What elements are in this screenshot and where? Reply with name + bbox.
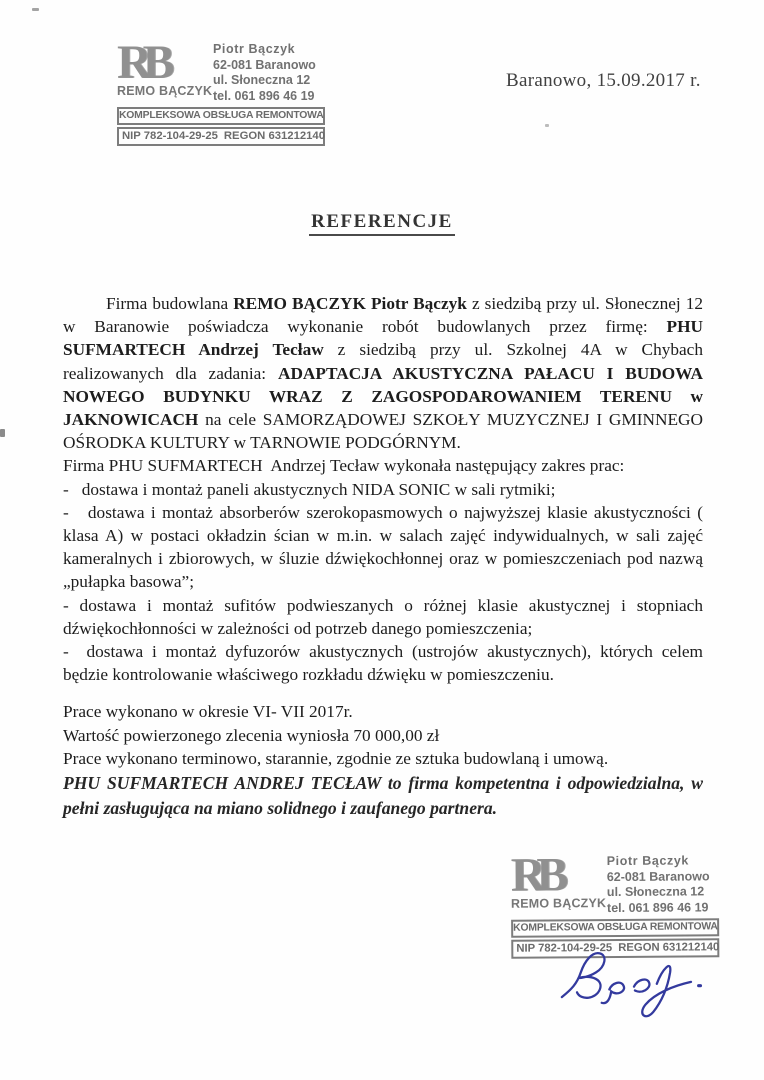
intro-paragraph	[63, 292, 703, 454]
scan-speck	[545, 124, 549, 127]
stamp-company-name: REMO BĄCZYK	[510, 896, 607, 911]
stamp-banner: KOMPLEKSOWA OBSŁUGA REMONTOWA	[117, 107, 325, 125]
signature	[548, 942, 720, 1018]
stamp-ids	[117, 127, 325, 146]
rb-logo-icon: RB	[510, 848, 560, 902]
emphasized-text: ADAPTACJA AKUSTYCZNA PAŁACU I BUDOWA NOWEGO BUDYNKU WRAZ Z ZAGOSPODAROWANIEM TERENU w JAKNOWICACH	[63, 363, 704, 430]
stamp-contact-block	[605, 852, 719, 916]
conclusion-paragraph: PHU SUFMARTECH ANDREJ TECŁAW to firma kompetentna i odpowiedzialna, w pełni zasługująca na miano solidnego i zaufanego partnera.	[63, 772, 703, 818]
emphasized-text: PHU SUFMARTECH Andrzej Tecław	[63, 317, 703, 360]
work-item: - dostawa i montaż sufitów podwieszanych o różnej klasie akustycznej i stopniach dźwiękochłonności w zależności od potrzeb danego pomieszczenia;	[63, 595, 703, 638]
work-items	[63, 478, 703, 687]
stamp-address-line: 62-081 Baranowo	[213, 57, 316, 72]
rb-logo-icon: RB	[117, 36, 166, 89]
body-text: na cele SAMORZĄDOWEJ SZKOŁY MUZYCZNEJ I GMINNEGO OŚRODKA KULTURY w TARNOWIE PODGÓRNYM.	[63, 410, 703, 453]
stamp-header	[510, 848, 719, 916]
stamp-address-line: tel. 061 896 46 19	[213, 88, 315, 103]
stamp-header	[117, 36, 325, 104]
stamp-address-lines	[607, 869, 719, 916]
facts-block	[63, 700, 703, 771]
date-line: Baranowo, 15.09.2017 r.	[506, 70, 701, 91]
stamp-banner: KOMPLEKSOWA OBSŁUGA REMONTOWA	[511, 918, 719, 937]
stamp-regon: REGON 631212140	[223, 130, 325, 142]
stamp-address-line: 62-081 Baranowo	[606, 868, 710, 884]
stamp-owner-name: Piotr Bączyk	[606, 853, 689, 869]
stamp-company-name: REMO BĄCZYK	[117, 84, 213, 98]
stamp-logo	[510, 848, 607, 911]
fact-line: Wartość powierzonego zlecenia wyniosła 70 000,00 zł	[63, 725, 440, 745]
work-item: - dostawa i montaż dyfuzorów akustycznych (ustrojów akustycznych), których celem będzie kontrolowanie właściwego rozkładu dźwięku w pomieszczeniu.	[63, 642, 703, 685]
stamp-address-line: ul. Słoneczna 12	[606, 884, 705, 900]
body-text: z siedzibą przy ul. Słonecznej 12 w Baranowie poświadcza wykonanie robót budowlanych przez firmę:	[63, 294, 704, 337]
stamp-address-line: tel. 061 896 46 19	[606, 899, 709, 915]
doc-title: REFERENCJE	[309, 211, 455, 236]
work-item: - dostawa i montaż absorberów szerokopasmowych o najwyższej klasie akustyczności ( klasa A) w postaci okładzin ścian w m.in. w salach zajęć indywidualnych, w sali zajęć kameralnych i zbiorowych, w śluzie dźwiękochłonnej oraz w pomieszczeniach pod nazwą „pułapka basowa”;	[63, 502, 703, 592]
scan-speck	[32, 8, 39, 11]
stamp-nip: NIP 782-104-29-25	[516, 942, 613, 955]
body-text: z siedzibą przy ul. Szkolnej 4A w Chybach realizowanych dla zadania:	[63, 340, 703, 383]
stamp-address-lines	[213, 58, 325, 105]
stamp-nip: NIP 782-104-29-25	[122, 130, 218, 142]
fact-line: Prace wykonano terminowo, starannie, zgodnie ze sztuka budowlaną i umową.	[63, 749, 609, 769]
letter-body	[63, 292, 703, 821]
company-stamp-top	[117, 36, 325, 146]
title-row	[0, 211, 764, 236]
emphasized-text: REMO BĄCZYK Piotr Bączyk	[233, 294, 467, 313]
stamp-address-line: ul. Słoneczna 12	[213, 73, 311, 87]
scan-speck	[0, 429, 5, 437]
stamp-owner-name: Piotr Bączyk	[213, 42, 296, 56]
stamp-logo	[117, 36, 213, 98]
work-item: - dostawa i montaż paneli akustycznych NIDA SONIC w sali rytmiki;	[63, 479, 556, 499]
body-text: Firma budowlana	[106, 294, 234, 313]
stamp-contact-block	[211, 41, 325, 104]
fact-line: Prace wykonano w okresie VI- VII 2017r.	[63, 702, 353, 722]
scope-intro-line: Firma PHU SUFMARTECH Andrzej Tecław wykonała następujący zakres prac:	[63, 456, 625, 476]
stamp-regon: REGON 631212140	[618, 941, 720, 954]
